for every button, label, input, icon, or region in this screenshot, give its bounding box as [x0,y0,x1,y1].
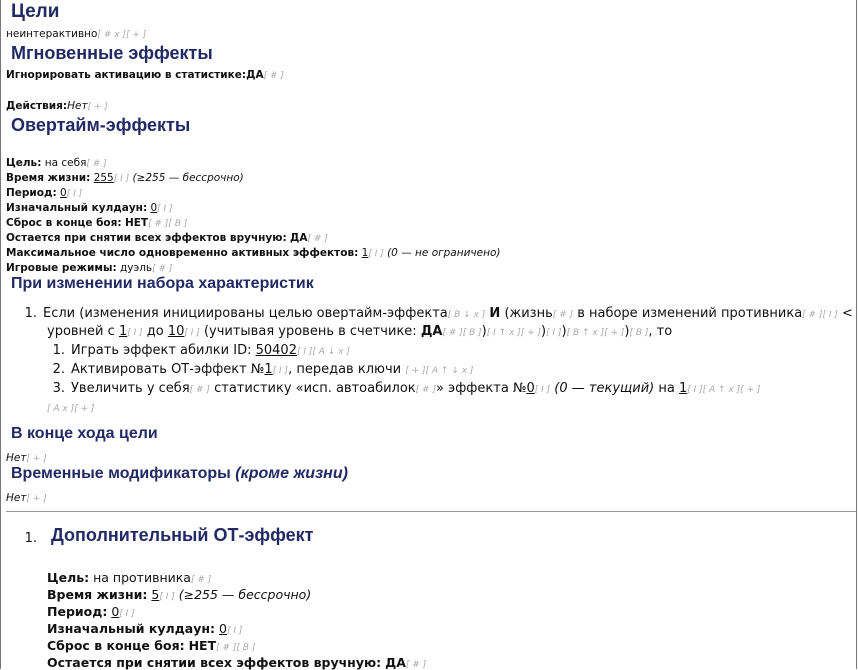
extra-life-control[interactable]: [ I ] [159,592,175,602]
condition2-close-4: ) [624,324,630,339]
extra-period-label: Период: [47,604,108,619]
action-3-effect-label: » эффекта № [435,381,527,396]
instant-ignore-control[interactable]: [ # ] [263,71,284,81]
ot-period-line [6,187,82,199]
ot-life-control[interactable]: [ I ] [113,174,130,184]
extra-reset-line [47,638,255,653]
actions-tail-control[interactable]: [ A x ][ + ] [47,404,95,414]
ot-target-line [6,157,107,169]
instant-actions-line [6,100,108,112]
ot-life-note: (≥255 — бессрочно) [132,172,244,184]
extra-target-control[interactable]: [ # ] [190,575,212,585]
ot-life-label: Время жизни: [6,172,91,184]
action-item-3 [45,381,760,396]
action-1-text: Играть эффект абилки ID: [71,343,252,358]
end-turn-add-control[interactable]: [ + ] [26,454,47,464]
action-3-effect-control[interactable]: [ I ] [534,385,551,395]
temp-mod-add-control[interactable]: [ + ] [26,494,47,504]
end-turn-line [6,452,47,464]
ot-max-label: Максимальное число одновременно активных эффектов: [6,247,359,259]
condition2-to-label: до [146,324,164,339]
goals-value: неинтерактивно [6,28,98,40]
action-3-by: на [658,381,675,396]
action-3-effect-no[interactable]: 0 [526,381,535,396]
action-1-number: 1. [52,343,65,358]
condition-text-c: в наборе изменений противника [577,306,803,321]
action-3-note: (0 — текущий) [554,381,655,396]
condition2-close-1: ) [481,324,487,339]
ot-max-line [6,247,500,259]
ot-modes-value: дуэль [119,262,153,274]
extra-period-value[interactable]: 0 [111,604,120,619]
action-2-number: 2. [52,362,65,377]
instant-actions-add-control[interactable]: [ + ] [87,102,108,112]
heading-goals: Цели [11,1,60,22]
condition-line-2 [47,324,672,339]
ot-target-label: Цель: [6,157,42,169]
ot-cd-control[interactable]: [ I ] [157,204,173,214]
heading-on-change: При изменении набора характеристик [11,275,314,292]
condition-and: И [489,306,501,321]
condition2-control-4[interactable]: [ B ↑ x ][ + ] [566,328,625,338]
extra-stays-line [47,655,426,670]
condition-b-control[interactable]: [ # ] [552,310,574,320]
condition2-yes: ДА [420,324,443,339]
ot-stays-value: ДА [290,232,308,244]
instant-ignore-label: Игнорировать активацию в статистике: [6,69,247,81]
condition2-to[interactable]: 10 [167,324,185,339]
extra-reset-control[interactable]: [ # ][ B ] [216,643,256,653]
action-1-ability-id[interactable]: 50402 [255,343,297,358]
heading-overtime: Овертайм-эффекты [11,115,191,135]
extra-stays-control[interactable]: [ # ] [405,660,427,670]
extra-life-label: Время жизни: [47,587,148,602]
ot-cd-line [6,202,173,214]
goals-add-control[interactable]: [ + ] [125,30,147,40]
ot-cd-label: Изначальный кулдаун: [6,202,148,214]
ot-reset-line [6,217,187,229]
condition2-from[interactable]: 1 [118,324,128,339]
ot-period-control[interactable]: [ I ] [66,189,83,199]
condition2-yes-control[interactable]: [ # ][ B ] [442,328,482,338]
action-3-text: Увеличить у себя [71,381,190,396]
extra-life-value[interactable]: 5 [151,587,160,602]
end-turn-value: Нет [6,452,27,464]
extra-life-line [47,587,311,602]
action-3-stat-control[interactable]: [ # ] [415,385,436,395]
action-2-tail: , передав ключи [288,362,402,377]
goals-edit-control[interactable]: [ # x ] [97,30,126,40]
ot-stays-label: Остается при снятии всех эффектов вручную: [6,232,287,244]
heading-end-turn: В конце хода цели [11,425,158,442]
instant-ignore-value: ДА [246,69,264,81]
ot-cd-value[interactable]: 0 [150,202,158,214]
instant-actions-label: Действия: [6,100,68,112]
heading-temp-mod-text: Временные модификаторы [11,465,231,482]
condition2-to-control[interactable]: [ I ] [184,328,200,338]
extra-target-label: Цель: [47,570,90,585]
extra-reset-label: Сброс в конце боя: [47,638,185,653]
ot-stays-line [6,232,328,244]
action-1-control[interactable]: [ I ][ A ↓ x ] [296,347,350,357]
action-3-amount[interactable]: 1 [678,381,688,396]
action-3-target-control[interactable]: [ # ] [189,385,210,395]
action-3-stat: статистику «исп. автоабилок [214,381,416,396]
temp-mod-value: Нет [6,492,27,504]
ot-modes-label: Игровые режимы: [6,262,117,274]
condition-c-control[interactable]: [ # ][ I ] [802,310,838,320]
condition2-then: , то [648,324,673,339]
ot-period-label: Период: [6,187,57,199]
condition2-text-a: уровней с [47,324,115,339]
condition-text-a: Если (изменения инициированы целью овертайм-эффекта [43,306,448,321]
ot-period-value[interactable]: 0 [60,187,67,199]
heading-instant: Мгновенные эффекты [11,43,213,63]
extra-target-line [47,570,211,585]
condition2-control-3[interactable]: [ I ] [546,328,562,338]
action-3-amount-control[interactable]: [ I ][ A ↑ x ][ + ] [687,385,761,395]
extra-ot-number: 1. [24,531,37,546]
instant-ignore-line [6,69,284,81]
heading-temp-mod [11,465,348,483]
action-item-1 [45,343,350,358]
condition-number: 1. [24,306,37,321]
condition2-close-3: ) [561,324,567,339]
ot-reset-control[interactable]: [ # ][ B ] [148,219,188,229]
extra-period-control[interactable]: [ I ] [119,609,135,619]
condition2-control-2[interactable]: [ I ↑ x ][ + ] [486,328,542,338]
instant-actions-value: Нет [67,100,88,112]
ot-stays-control[interactable]: [ # ] [307,234,328,244]
condition-line-1 [17,306,853,321]
extra-life-note: (≥255 — бессрочно) [178,587,312,602]
section-divider [6,511,856,512]
condition2-from-control[interactable]: [ I ] [127,328,143,338]
ot-reset-value: НЕТ [124,217,149,229]
ot-life-value[interactable]: 255 [93,172,114,184]
ot-modes-control[interactable]: [ # ] [152,264,173,274]
goals-line [6,28,146,40]
extra-ot-number-line [17,531,43,546]
ot-reset-label: Сброс в конце боя: [6,217,122,229]
heading-extra-ot: Дополнительный ОТ-эффект [51,525,314,545]
extra-period-line [47,604,135,619]
ot-life-line [6,172,244,184]
extra-cd-label: Изначальный кулдаун: [47,621,216,636]
extra-stays-value: ДА [385,655,406,670]
action-3-number: 3. [52,381,65,396]
heading-temp-mod-note: (кроме жизни) [235,465,348,482]
extra-cd-line [47,621,242,636]
extra-cd-value[interactable]: 0 [219,621,227,636]
extra-cd-control[interactable]: [ I ] [226,626,243,636]
temp-mod-line [6,492,47,504]
condition-text-d: < [842,306,853,321]
action-item-2 [45,362,473,377]
extra-stays-label: Остается при снятии всех эффектов вручную: [47,655,382,670]
condition-a-control[interactable]: [ B ↓ x ] [447,310,486,320]
condition2-text-b: (учитывая уровень в счетчике: [203,324,417,339]
condition2-control-5[interactable]: [ B ] [629,328,649,338]
condition-text-b: (жизнь [504,306,553,321]
action-2-control[interactable]: [ I ] [272,366,289,376]
ot-max-value[interactable]: 1 [361,247,369,259]
ot-max-note: (0 — не ограничено) [387,247,501,259]
action-2-text: Активировать ОТ-эффект № [71,362,265,377]
ot-target-control[interactable]: [ # ] [86,159,107,169]
action-2-keys-control[interactable]: [ + ][ A ↑ ↓ x ] [405,366,474,376]
extra-reset-value: НЕТ [188,638,217,653]
actions-tail-line [47,402,94,414]
action-2-effect-no[interactable]: 1 [264,362,273,377]
ot-modes-line [6,262,172,274]
ot-max-control[interactable]: [ I ] [368,249,384,259]
extra-target-value: на противника [93,570,191,585]
ot-target-value: на себя [44,157,87,169]
condition2-close-2: ) [541,324,547,339]
